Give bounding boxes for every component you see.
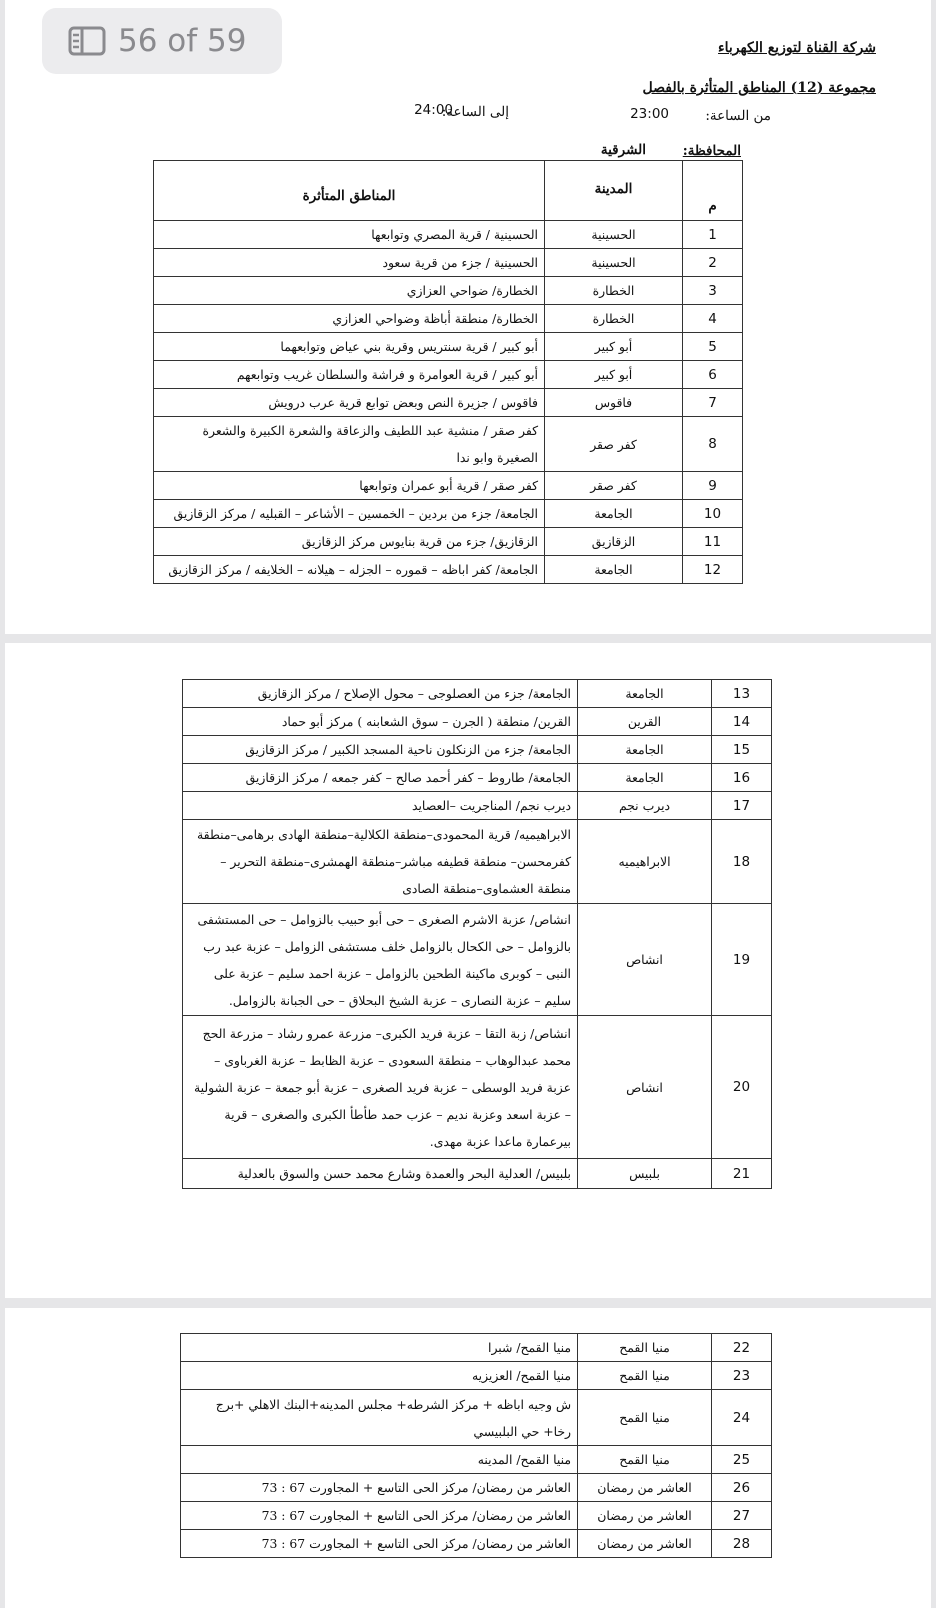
table-row (183, 1016, 772, 1159)
row-areas: أبو كبير / قرية العوامرة و فراشة والسلطان غريب وتوابعهم (154, 361, 545, 389)
row-city: منيا القمح (578, 1362, 712, 1390)
table-row (183, 1159, 772, 1189)
row-city: العاشر من رمضان (578, 1502, 712, 1530)
row-number: 26 (712, 1474, 772, 1502)
row-city: انشاص (578, 904, 712, 1016)
row-areas: القرين/ منطقة ( الجرن – سوق الشعابنه ) مركز أبو حماد (183, 708, 578, 736)
table-row (181, 1362, 772, 1390)
row-number: 18 (712, 820, 772, 904)
row-areas: انشاص/ عزبة الاشرم الصغرى – حى أبو حبيب بالزوامل – حى المستشفى بالزوامل – حى الكحال بالزوامل خلف مستشفى الزوامل – عزبة عبد رب النبى – كوبرى ماكينة الطحين بالزوامل – عزبة احمد سليم – عزبة على سليم – عزبة النصارى – عزبة الشيخ البحلاق – حى الجبانة بالزوامل. (183, 904, 578, 1016)
row-areas: منيا القمح/ المدينه (181, 1446, 578, 1474)
row-number: 19 (712, 904, 772, 1016)
from-time: 23:00 (630, 106, 669, 122)
row-areas: الجامعة/ جزء من العصلوجى – محول الإصلاح / مركز الزقازيق (183, 680, 578, 708)
row-city: فاقوس (545, 389, 683, 417)
row-areas: الزقازيق/ جزء من قرية بنايوس مركز الزقازيق (154, 528, 545, 556)
row-areas: الجامعة/ جزء من بردين – الخمسين – الأشاعر – القبليه / مركز الزقازيق (154, 500, 545, 528)
row-number: 12 (683, 556, 743, 584)
row-areas: منيا القمح/ شبرا (181, 1334, 578, 1362)
row-areas: ديرب نجم/ المناجريت –العصايد (183, 792, 578, 820)
document-page-1 (5, 0, 931, 634)
governorate-value: الشرقية (600, 142, 646, 158)
col-header-number: م (683, 161, 743, 221)
table-row (154, 305, 743, 333)
row-number: 8 (683, 417, 743, 472)
table-row (154, 528, 743, 556)
row-number: 14 (712, 708, 772, 736)
table-row (154, 249, 743, 277)
document-page-3 (5, 1308, 931, 1608)
to-time: 24:00 (414, 102, 453, 118)
row-city: ديرب نجم (578, 792, 712, 820)
row-number: 6 (683, 361, 743, 389)
row-city: الجامعة (578, 764, 712, 792)
table-row (154, 556, 743, 584)
row-number: 5 (683, 333, 743, 361)
table-row (183, 680, 772, 708)
row-city: منيا القمح (578, 1334, 712, 1362)
table-row (181, 1334, 772, 1362)
row-number: 10 (683, 500, 743, 528)
to-label: إلى الساعة: (441, 104, 509, 120)
row-city: الجامعة (578, 736, 712, 764)
table-row (154, 221, 743, 249)
row-areas: العاشر من رمضان/ مركز الحى التاسع + المجاورت 67 : 73 (181, 1502, 578, 1530)
table-row (154, 500, 743, 528)
row-areas: فاقوس / جزيرة النص وبعض توابع قرية عرب درويش (154, 389, 545, 417)
row-areas: منيا القمح/ العزيزيه (181, 1362, 578, 1390)
row-city: الزقازيق (545, 528, 683, 556)
table-row (181, 1474, 772, 1502)
table-row (183, 792, 772, 820)
row-number: 21 (712, 1159, 772, 1189)
table-row (154, 361, 743, 389)
row-city: العاشر من رمضان (578, 1474, 712, 1502)
table-row (183, 736, 772, 764)
row-number: 20 (712, 1016, 772, 1159)
document-page-2 (5, 643, 931, 1298)
row-number: 17 (712, 792, 772, 820)
row-city: الخطارة (545, 305, 683, 333)
row-number: 7 (683, 389, 743, 417)
row-city: كفر صقر (545, 472, 683, 500)
governorate-label: المحافظة: (682, 143, 741, 159)
table-row (154, 417, 743, 472)
row-areas: العاشر من رمضان/ مركز الحى التاسع + المجاورت 67 : 73 (181, 1530, 578, 1558)
table-row (154, 277, 743, 305)
row-city: القرين (578, 708, 712, 736)
affected-areas-table-2 (182, 679, 772, 1189)
row-city: الجامعة (578, 680, 712, 708)
row-areas: انشاص/ زبة التقا – عزبة فريد الكبرى– مزرعة عمرو رشاد – مزرعة الحج محمد عبدالوهاب – منطقة السعودى – عزبة الظابط – عزبة الغرباوى – عزبة فريد الوسطى – عزبة فريد الصغرى – عزبة أبو جمعة – عزبة الشولية – عزبة اسعد وعزبة نديم – عزب حمد طأطأ الكبرى والصغرى – قرية بيرعمارة ماعدا عزبة مهدى. (183, 1016, 578, 1159)
row-number: 2 (683, 249, 743, 277)
row-areas: الابراهيميه/ قرية المحمودى–منطقة الكلالية–منطقة الهادى برهامى–منطقة كفرمحسن– منطقة قطيفه مباشر–منطقة الهمشرى–منطقة التحرير –منطقة العشماوى–منطقة الصادى (183, 820, 578, 904)
table-row (154, 389, 743, 417)
col-header-city: المدينة (545, 161, 683, 221)
row-city: الجامعة (545, 556, 683, 584)
row-number: 4 (683, 305, 743, 333)
row-areas: الحسينية / جزء من قرية سعود (154, 249, 545, 277)
row-number: 9 (683, 472, 743, 500)
affected-areas-table-3 (180, 1333, 772, 1558)
sidebar-toggle-icon[interactable] (68, 26, 106, 56)
affected-areas-table-1 (153, 160, 743, 584)
table-row (154, 333, 743, 361)
row-city: الجامعة (545, 500, 683, 528)
table-row (183, 904, 772, 1016)
row-number: 11 (683, 528, 743, 556)
row-areas: أبو كبير / قرية سنتريس وقرية بني عياض وتوابعهما (154, 333, 545, 361)
row-areas: العاشر من رمضان/ مركز الحى التاسع + المجاورت 67 : 73 (181, 1474, 578, 1502)
row-number: 22 (712, 1334, 772, 1362)
group-title: مجموعة (12) المناطق المتأثرة بالفصل (642, 80, 876, 96)
table-row (181, 1390, 772, 1446)
company-name: شركة القناة لتوزيع الكهرباء (718, 40, 876, 56)
row-areas: الخطارة/ منطقة أباظة وضواحي العزازي (154, 305, 545, 333)
table-row (181, 1446, 772, 1474)
row-areas: ش وجيه اباظه + مركز الشرطه+ مجلس المدينه+البنك الاهلي +برج رخا+ حي البلبيسي (181, 1390, 578, 1446)
row-areas: كفر صقر / منشية عبد اللطيف والزعاقة والشعرة الكبيرة والشعرة الصغيرة وابو ندا (154, 417, 545, 472)
row-number: 25 (712, 1446, 772, 1474)
table-row (181, 1502, 772, 1530)
row-number: 15 (712, 736, 772, 764)
table-row (154, 472, 743, 500)
row-city: الحسينية (545, 221, 683, 249)
row-areas: الحسينية / قرية المصري وتوابعها (154, 221, 545, 249)
row-areas: كفر صقر / قرية أبو عمران وتوابعها (154, 472, 545, 500)
row-number: 13 (712, 680, 772, 708)
row-city: الحسينية (545, 249, 683, 277)
row-areas: الجامعة/ طاروط – كفر أحمد صالح – كفر جمعه / مركز الزقازيق (183, 764, 578, 792)
row-city: كفر صقر (545, 417, 683, 472)
table-row (183, 820, 772, 904)
row-areas: الجامعة/ كفر اباظه – قموره – الجزله – هيلانه – الخلايفه / مركز الزقازيق (154, 556, 545, 584)
row-city: انشاص (578, 1016, 712, 1159)
row-city: منيا القمح (578, 1446, 712, 1474)
row-city: الخطارة (545, 277, 683, 305)
row-number: 1 (683, 221, 743, 249)
row-areas: بلبيس/ العدلية البحر والعمدة وشارع محمد حسن والسوق بالعدلية (183, 1159, 578, 1189)
row-city: منيا القمح (578, 1390, 712, 1446)
row-city: الابراهيميه (578, 820, 712, 904)
row-number: 27 (712, 1502, 772, 1530)
row-number: 3 (683, 277, 743, 305)
row-city: أبو كبير (545, 333, 683, 361)
table-row (181, 1530, 772, 1558)
col-header-areas: المناطق المتأثرة (154, 161, 545, 221)
page-counter[interactable] (42, 8, 282, 74)
row-number: 23 (712, 1362, 772, 1390)
row-number: 16 (712, 764, 772, 792)
table-row (183, 764, 772, 792)
row-city: أبو كبير (545, 361, 683, 389)
row-number: 24 (712, 1390, 772, 1446)
page-counter-text: 56 of 59 (118, 23, 247, 59)
row-number: 28 (712, 1530, 772, 1558)
row-areas: الخطارة/ ضواحي العزازي (154, 277, 545, 305)
table-row (183, 708, 772, 736)
row-areas: الجامعة/ جزء من الزنكلون ناحية المسجد الكبير / مركز الزقازيق (183, 736, 578, 764)
row-city: بلبيس (578, 1159, 712, 1189)
from-label: من الساعة: (705, 108, 771, 124)
row-city: العاشر من رمضان (578, 1530, 712, 1558)
